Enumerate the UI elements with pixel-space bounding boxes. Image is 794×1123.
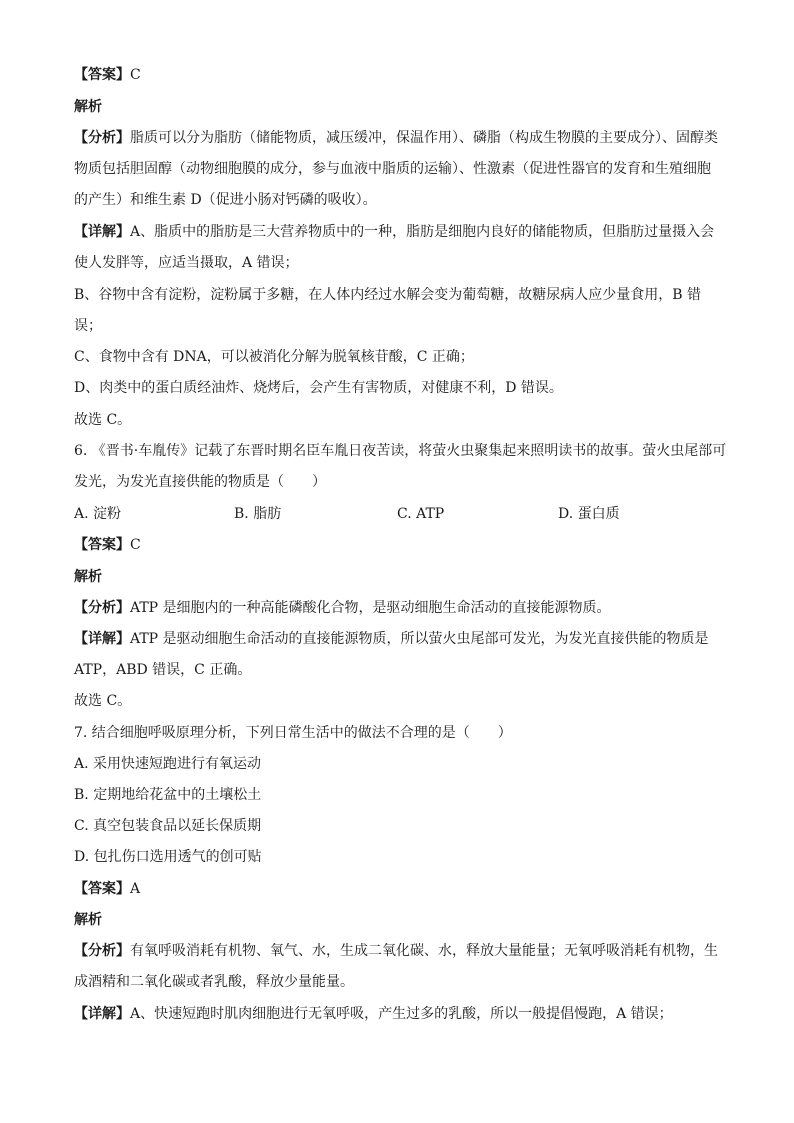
- q5-xiangjie-line-5: C、食物中含有 DNA，可以被消化分解为脱氧核苷酸，C 正确；: [74, 349, 474, 365]
- xiangjie-text: A、脂质中的脂肪是三大营养物质中的一种，脂肪是细胞内良好的储能物质，但脂肪过量摄入会: [130, 224, 715, 240]
- q6-option-b: B. 脂肪: [234, 506, 282, 522]
- answer-label: 【答案】: [74, 881, 130, 897]
- q6-answer-line: [74, 535, 734, 555]
- q6-option-d: D. 蛋白质: [558, 506, 620, 522]
- answer-label: 【答案】: [74, 67, 130, 83]
- fenxi-label: 【分析】: [74, 600, 130, 616]
- xiangjie-text: A、快速短跑时肌肉细胞进行无氧呼吸，产生过多的乳酸，所以一般提倡慢跑，A 错误；: [130, 1006, 673, 1022]
- q7-analysis-heading: 解析: [74, 912, 102, 928]
- q6-analysis-heading: 解析: [74, 569, 102, 585]
- q6-option-c: C. ATP: [397, 506, 445, 522]
- fenxi-text: ATP 是细胞内的一种高能磷酸化合物，是驱动细胞生命活动的直接能源物质。: [130, 600, 611, 616]
- q6-stem-line-2: 发光，为发光直接供能的物质是（ ）: [74, 474, 326, 490]
- fenxi-text: 脂质可以分为脂肪（储能物质，减压缓冲，保温作用）、磷脂（构成生物膜的主要成分）、固醇类: [130, 130, 718, 146]
- fenxi-label: 【分析】: [74, 943, 130, 959]
- q5-analysis-heading: 解析: [74, 99, 102, 115]
- q6-xiangjie-line-1: [74, 629, 734, 649]
- xiangjie-text: ATP 是驱动细胞生命活动的直接能源物质，所以萤火虫尾部可发光，为发光直接供能的物质是: [130, 631, 709, 647]
- q6-fenxi-line: [74, 598, 734, 618]
- q5-answer-line: [74, 65, 734, 85]
- q5-xiangjie-line-2: 使人发胖等，应适当摄取，A 错误；: [74, 255, 299, 271]
- q5-xiangjie-line-4: 误；: [74, 318, 102, 334]
- q7-fenxi-line-2: 成酒精和二氧化碳或者乳酸，释放少量能量。: [74, 974, 354, 990]
- xiangjie-label: 【详解】: [74, 631, 130, 647]
- answer-value: C: [130, 67, 141, 83]
- answer-label: 【答案】: [74, 537, 130, 553]
- q7-stem: 7. 结合细胞呼吸原理分析，下列日常生活中的做法不合理的是（ ）: [74, 725, 512, 741]
- answer-value: A: [130, 881, 141, 897]
- q7-xiangjie-line: [74, 1004, 734, 1024]
- q6-xiangjie-line-3: 故选 C。: [74, 693, 132, 709]
- xiangjie-label: 【详解】: [74, 1006, 130, 1022]
- fenxi-text: 有氧呼吸消耗有机物、氧气、水，生成二氧化碳、水，释放大量能量；无氧呼吸消耗有机物，生: [130, 943, 718, 959]
- q7-option-c: C. 真空包装食品以延长保质期: [74, 818, 262, 834]
- q5-xiangjie-line-1: [74, 222, 734, 242]
- q6-xiangjie-line-2: ATP，ABD 错误，C 正确。: [74, 662, 252, 678]
- q7-option-a: A. 采用快速短跑进行有氧运动: [74, 756, 262, 772]
- answer-value: C: [130, 537, 141, 553]
- q5-xiangjie-line-7: 故选 C。: [74, 412, 132, 428]
- q7-answer-line: [74, 879, 734, 899]
- q5-fenxi-line-2: 物质包括胆固醇（动物细胞膜的成分，参与血液中脂质的运输）、性激素（促进性器官的发育和生殖细胞: [74, 161, 711, 177]
- q6-stem-line-1: 6. 《晋书·车胤传》记载了东晋时期名臣车胤日夜苦读，将萤火虫聚集起来照明读书的故事。萤火虫尾部可: [74, 443, 727, 459]
- q7-fenxi-line-1: [74, 941, 734, 961]
- q5-xiangjie-line-3: B、谷物中含有淀粉，淀粉属于多糖，在人体内经过水解会变为葡萄糖，故糖尿病人应少量食用，B 错: [74, 287, 702, 303]
- xiangjie-label: 【详解】: [74, 224, 130, 240]
- q6-option-a: A. 淀粉: [74, 506, 122, 522]
- q5-xiangjie-line-6: D、肉类中的蛋白质经油炸、烧烤后，会产生有害物质，对健康不利，D 错误。: [74, 380, 563, 396]
- q7-option-b: B. 定期地给花盆中的土壤松土: [74, 787, 262, 803]
- q5-fenxi-line-3: 的产生）和维生素 D（促进小肠对钙磷的吸收）。: [74, 192, 377, 208]
- q5-fenxi-line-1: [74, 128, 734, 148]
- fenxi-label: 【分析】: [74, 130, 130, 146]
- q7-option-d: D. 包扎伤口选用透气的创可贴: [74, 849, 262, 865]
